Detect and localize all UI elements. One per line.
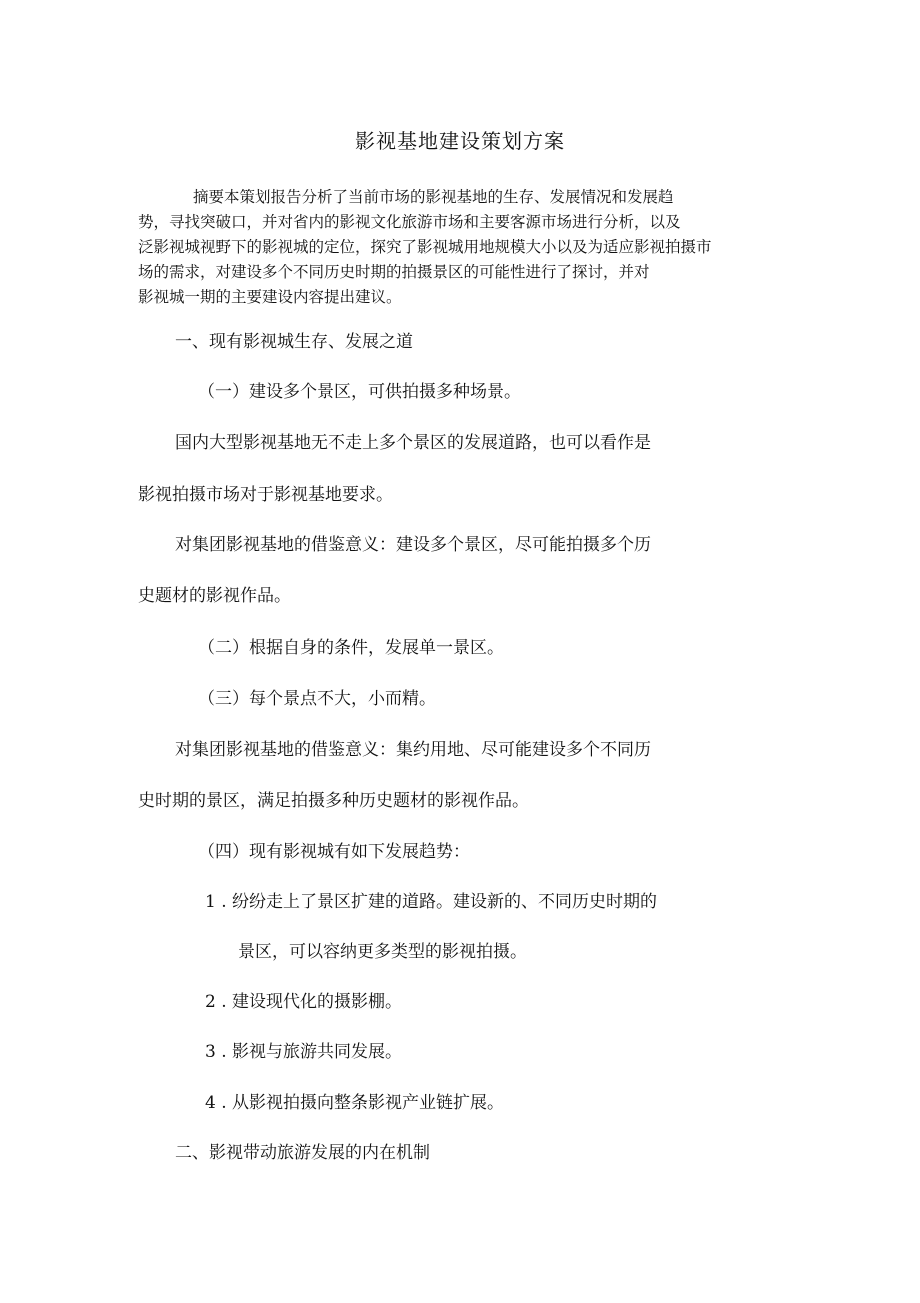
paragraph-line: 影视拍摄市场对于影视基地要求。 — [138, 485, 393, 505]
list-item-continuation: 景区，可以容纳更多类型的影视拍摄。 — [238, 942, 527, 962]
subsection-heading-3: （三）每个景点不大，小而精。 — [198, 689, 436, 709]
list-item: 2 . 建设现代化的摄影棚。 — [205, 992, 403, 1012]
paragraph-line: 对集团影视基地的借鉴意义：建设多个景区，尽可能拍摄多个历 — [175, 535, 651, 555]
section-heading-2: 二、影视带动旅游发展的内在机制 — [175, 1143, 430, 1163]
abstract-line: 影视城一期的主要建设内容提出建议。 — [138, 288, 402, 306]
abstract-line: 场的需求，对建设多个不同历史时期的拍摄景区的可能性进行了探讨，并对 — [138, 263, 650, 281]
subsection-heading-2: （二）根据自身的条件，发展单一景区。 — [198, 638, 504, 658]
subsection-heading-1: （一）建设多个景区，可供拍摄多种场景。 — [198, 382, 521, 402]
subsection-heading-4: （四）现有影视城有如下发展趋势： — [198, 842, 470, 862]
list-item: 1 . 纷纷走上了景区扩建的道路。建设新的、不同历史时期的 — [205, 892, 658, 912]
abstract-line: 势，寻找突破口，并对省内的影视文化旅游市场和主要客源市场进行分析，以及 — [138, 213, 681, 231]
section-heading-1: 一、现有影视城生存、发展之道 — [175, 332, 413, 352]
document-title: 影视基地建设策划方案 — [355, 129, 565, 153]
paragraph-line: 史时期的景区，满足拍摄多种历史题材的影视作品。 — [138, 791, 529, 811]
abstract-line: 摘要本策划报告分析了当前市场的影视基地的生存、发展情况和发展趋 — [193, 188, 674, 206]
list-item: 4 . 从影视拍摄向整条影视产业链扩展。 — [205, 1093, 505, 1113]
abstract-line: 泛影视城视野下的影视城的定位，探究了影视城用地规模大小以及为适应影视拍摄市 — [138, 238, 712, 256]
paragraph-line: 国内大型影视基地无不走上多个景区的发展道路，也可以看作是 — [175, 433, 651, 453]
abstract-paragraph — [138, 185, 798, 310]
paragraph-line: 对集团影视基地的借鉴意义：集约用地、尽可能建设多个不同历 — [175, 740, 651, 760]
paragraph-line: 史题材的影视作品。 — [138, 586, 291, 606]
list-item: 3 . 影视与旅游共同发展。 — [205, 1042, 403, 1062]
